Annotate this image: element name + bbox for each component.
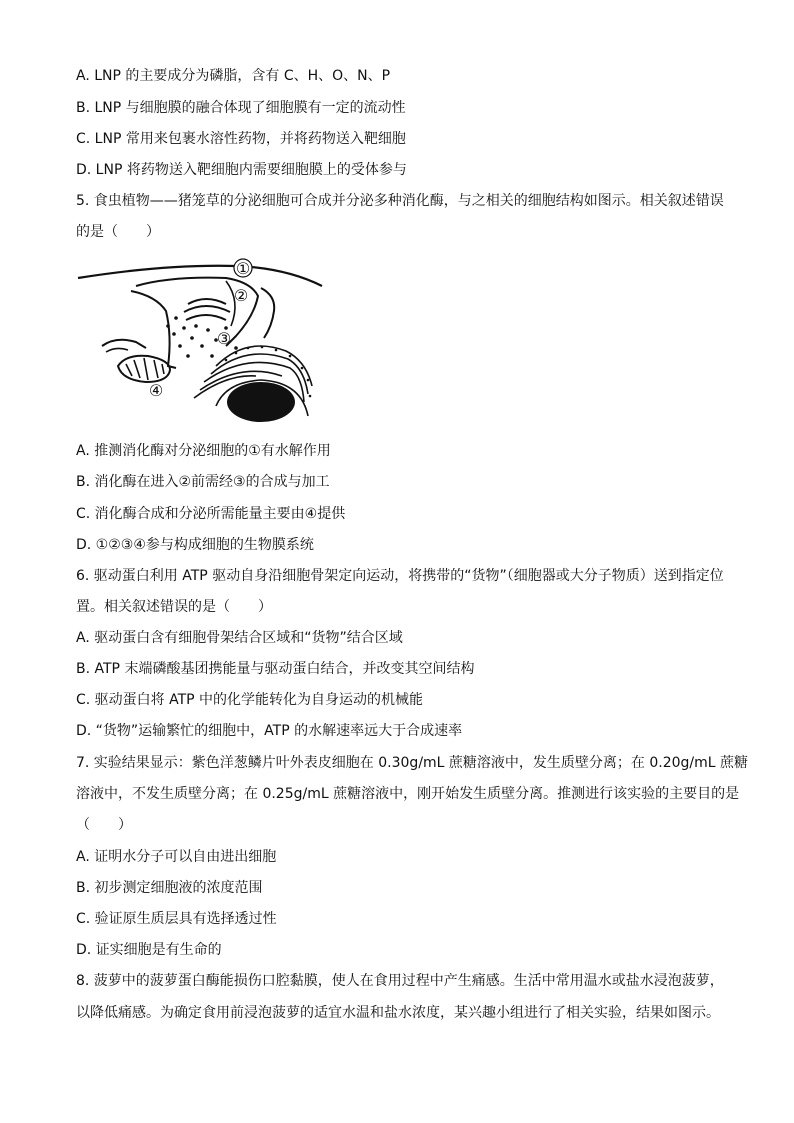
question-5-stem-line-2: 的是（ ） <box>76 224 160 240</box>
question-6-stem-line-1: 6. 驱动蛋白利用 ATP 驱动自身沿细胞骨架定向运动，将携带的“货物”（细胞器或大分子物质）送到指定位 <box>76 568 724 584</box>
line-option-c-lnp: C. LNP 常用来包裹水溶性药物，并将药物送入靶细胞 <box>76 131 406 147</box>
line-option-a-lnp: A. LNP 的主要成分为磷脂，含有 C、H、O、N、P <box>76 68 391 84</box>
cell-membrane-line <box>78 266 322 286</box>
question-5-option-b: B. 消化酶在进入②前需经③的合成与加工 <box>76 474 330 490</box>
cell-structure-figure <box>76 256 326 426</box>
label-4: ④ <box>148 381 164 400</box>
line-option-b-lnp: B. LNP 与细胞膜的融合体现了细胞膜有一定的流动性 <box>76 100 406 116</box>
question-7-option-b: B. 初步测定细胞液的浓度范围 <box>76 880 263 896</box>
question-5-option-d: D. ①②③④参与构成细胞的生物膜系统 <box>76 537 314 553</box>
question-8-stem-line-1: 8. 菠萝中的菠萝蛋白酶能损伤口腔黏膜，使人在食用过程中产生痛感。生活中常用温水或盐水浸泡菠萝， <box>76 973 724 989</box>
question-6-option-d: D. “货物”运输繁忙的细胞中，ATP 的水解速率远大于合成速率 <box>76 723 463 739</box>
question-7-option-c: C. 验证原生质层具有选择透过性 <box>76 911 277 927</box>
label-3: ③ <box>216 329 232 348</box>
question-7-stem-line-1: 7. 实验结果显示：紫色洋葱鳞片叶外表皮细胞在 0.30g/mL 蔗糖溶液中，发生质壁分离；在 0.20g/mL 蔗糖 <box>76 755 749 771</box>
question-5-option-c: C. 消化酶合成和分泌所需能量主要由④提供 <box>76 506 346 522</box>
question-5-option-a: A. 推测消化酶对分泌细胞的①有水解作用 <box>76 443 331 459</box>
question-6-stem-line-2: 置。相关叙述错误的是（ ） <box>76 599 272 615</box>
nucleus <box>227 382 295 422</box>
question-7-stem-line-2: 溶液中，不发生质壁分离；在 0.25g/mL 蔗糖溶液中，刚开始发生质壁分离。推测进行该实验的主要目的是 <box>76 786 740 802</box>
question-7-option-d: D. 证实细胞是有生命的 <box>76 942 222 958</box>
line-option-d-lnp: D. LNP 将药物送入靶细胞内需要细胞膜上的受体参与 <box>76 162 407 178</box>
question-8-stem-line-2: 以降低痛感。为确定食用前浸泡菠萝的适宜水温和盐水浓度，某兴趣小组进行了相关实验，结果如图示。 <box>76 1005 720 1021</box>
question-6-option-a: A. 驱动蛋白含有细胞骨架结合区域和“货物”结合区域 <box>76 630 403 646</box>
golgi-apparatus <box>188 299 226 304</box>
question-7-option-a: A. 证明水分子可以自由进出细胞 <box>76 849 277 865</box>
question-7-stem-line-3: （ ） <box>76 817 132 833</box>
label-2: ② <box>233 286 249 305</box>
question-6-option-b: B. ATP 末端磷酸基团携能量与驱动蛋白结合，并改变其空间结构 <box>76 661 475 677</box>
label-1: ① <box>235 259 251 278</box>
question-5-stem-line-1: 5. 食虫植物——猪笼草的分泌细胞可合成并分泌多种消化酶，与之相关的细胞结构如图示。相关叙述错误 <box>76 193 724 209</box>
question-6-option-c: C. 驱动蛋白将 ATP 中的化学能转化为自身运动的机械能 <box>76 692 424 708</box>
